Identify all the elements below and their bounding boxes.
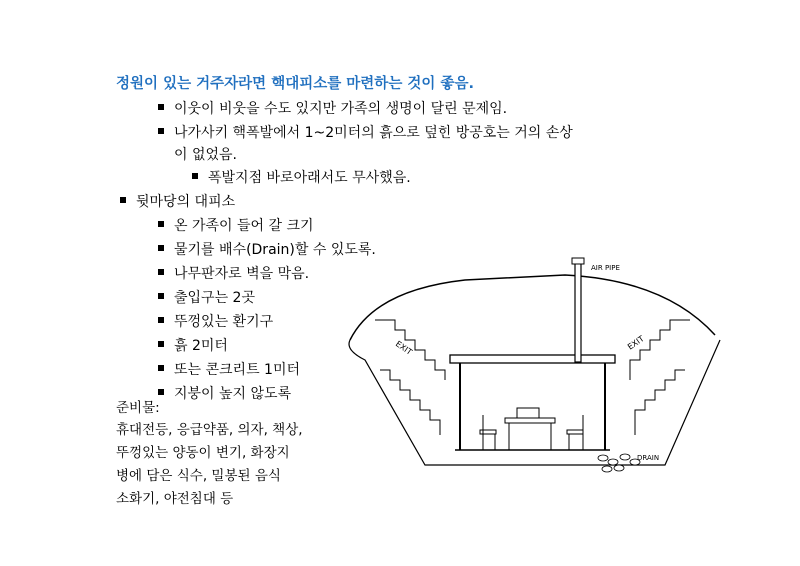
backyard-item xyxy=(158,287,255,307)
bullet-icon xyxy=(158,341,164,347)
air-pipe-cap-icon xyxy=(572,258,584,264)
bullet-icon xyxy=(158,389,164,395)
supplies-line: 뚜껑있는 양동이 변기, 화장지 xyxy=(116,445,290,461)
bullet-icon xyxy=(158,293,164,299)
bullet-icon xyxy=(120,197,126,203)
bullet-neighbors xyxy=(158,98,507,118)
bullet-icon xyxy=(158,104,164,110)
item-text: 또는 콘크리트 1미터 xyxy=(174,362,300,378)
roof-slab xyxy=(450,355,615,363)
supplies-heading: 준비물: xyxy=(116,400,160,416)
item-text: 지붕이 높지 않도록 xyxy=(174,386,292,402)
air-pipe-label: AIR PIPE xyxy=(591,264,620,272)
drain-label: DRAIN xyxy=(637,454,660,462)
backyard-item xyxy=(158,383,291,403)
backyard-item xyxy=(158,359,300,379)
slide-title: 정원이 있는 거주자라면 핵대피소를 마련하는 것이 좋음. xyxy=(116,76,474,92)
supplies-line: 병에 담은 식수, 밀봉된 음식 xyxy=(116,468,281,484)
bullet-text: 나가사키 핵폭발에서 1~2미터의 흙으로 덮힌 방공호는 거의 손상 xyxy=(174,125,573,141)
bullet-icon xyxy=(192,173,198,179)
item-text: 뚜껑있는 환기구 xyxy=(174,314,274,330)
backyard-item xyxy=(158,311,273,331)
left-stairs xyxy=(375,320,445,435)
bullet-icon xyxy=(158,245,164,251)
bullet-icon xyxy=(158,128,164,134)
shelter-diagram xyxy=(335,250,735,490)
item-text: 나무판자로 벽을 막음. xyxy=(174,266,310,282)
table-with-radio-icon xyxy=(505,408,555,450)
bullet-nagasaki-continued: 이 없었음. xyxy=(174,147,237,163)
heading-text: 뒷마당의 대피소 xyxy=(136,194,236,210)
item-text: 물기를 배수(Drain)할 수 있도록. xyxy=(174,242,376,258)
bullet-icon xyxy=(158,221,164,227)
sub-bullet-ground-zero xyxy=(192,167,411,187)
bullet-text: 폭발지점 바로아래서도 무사했음. xyxy=(208,170,411,186)
item-text: 출입구는 2곳 xyxy=(174,290,255,306)
right-chair-icon xyxy=(567,415,583,450)
left-chair-icon xyxy=(480,415,496,450)
bullet-icon xyxy=(158,269,164,275)
item-text: 흙 2미터 xyxy=(174,338,228,354)
bullet-icon xyxy=(158,365,164,371)
backyard-item xyxy=(158,263,309,283)
backyard-item xyxy=(158,335,228,355)
item-text: 온 가족이 들어 갈 크기 xyxy=(174,218,314,234)
bullet-nagasaki xyxy=(158,122,573,142)
drain-gravel-icon xyxy=(598,454,640,472)
backyard-heading xyxy=(120,191,235,211)
supplies-line: 휴대전등, 응급약품, 의자, 책상, xyxy=(116,422,303,438)
exit-right-label: EXIT xyxy=(625,334,646,352)
supplies-line: 소화기, 야전침대 등 xyxy=(116,491,234,507)
air-pipe xyxy=(575,262,581,362)
exit-left-label: EXIT xyxy=(393,339,414,357)
bullet-icon xyxy=(158,317,164,323)
bullet-text: 이웃이 비웃을 수도 있지만 가족의 생명이 달린 문제임. xyxy=(174,101,508,117)
backyard-item xyxy=(158,215,314,235)
